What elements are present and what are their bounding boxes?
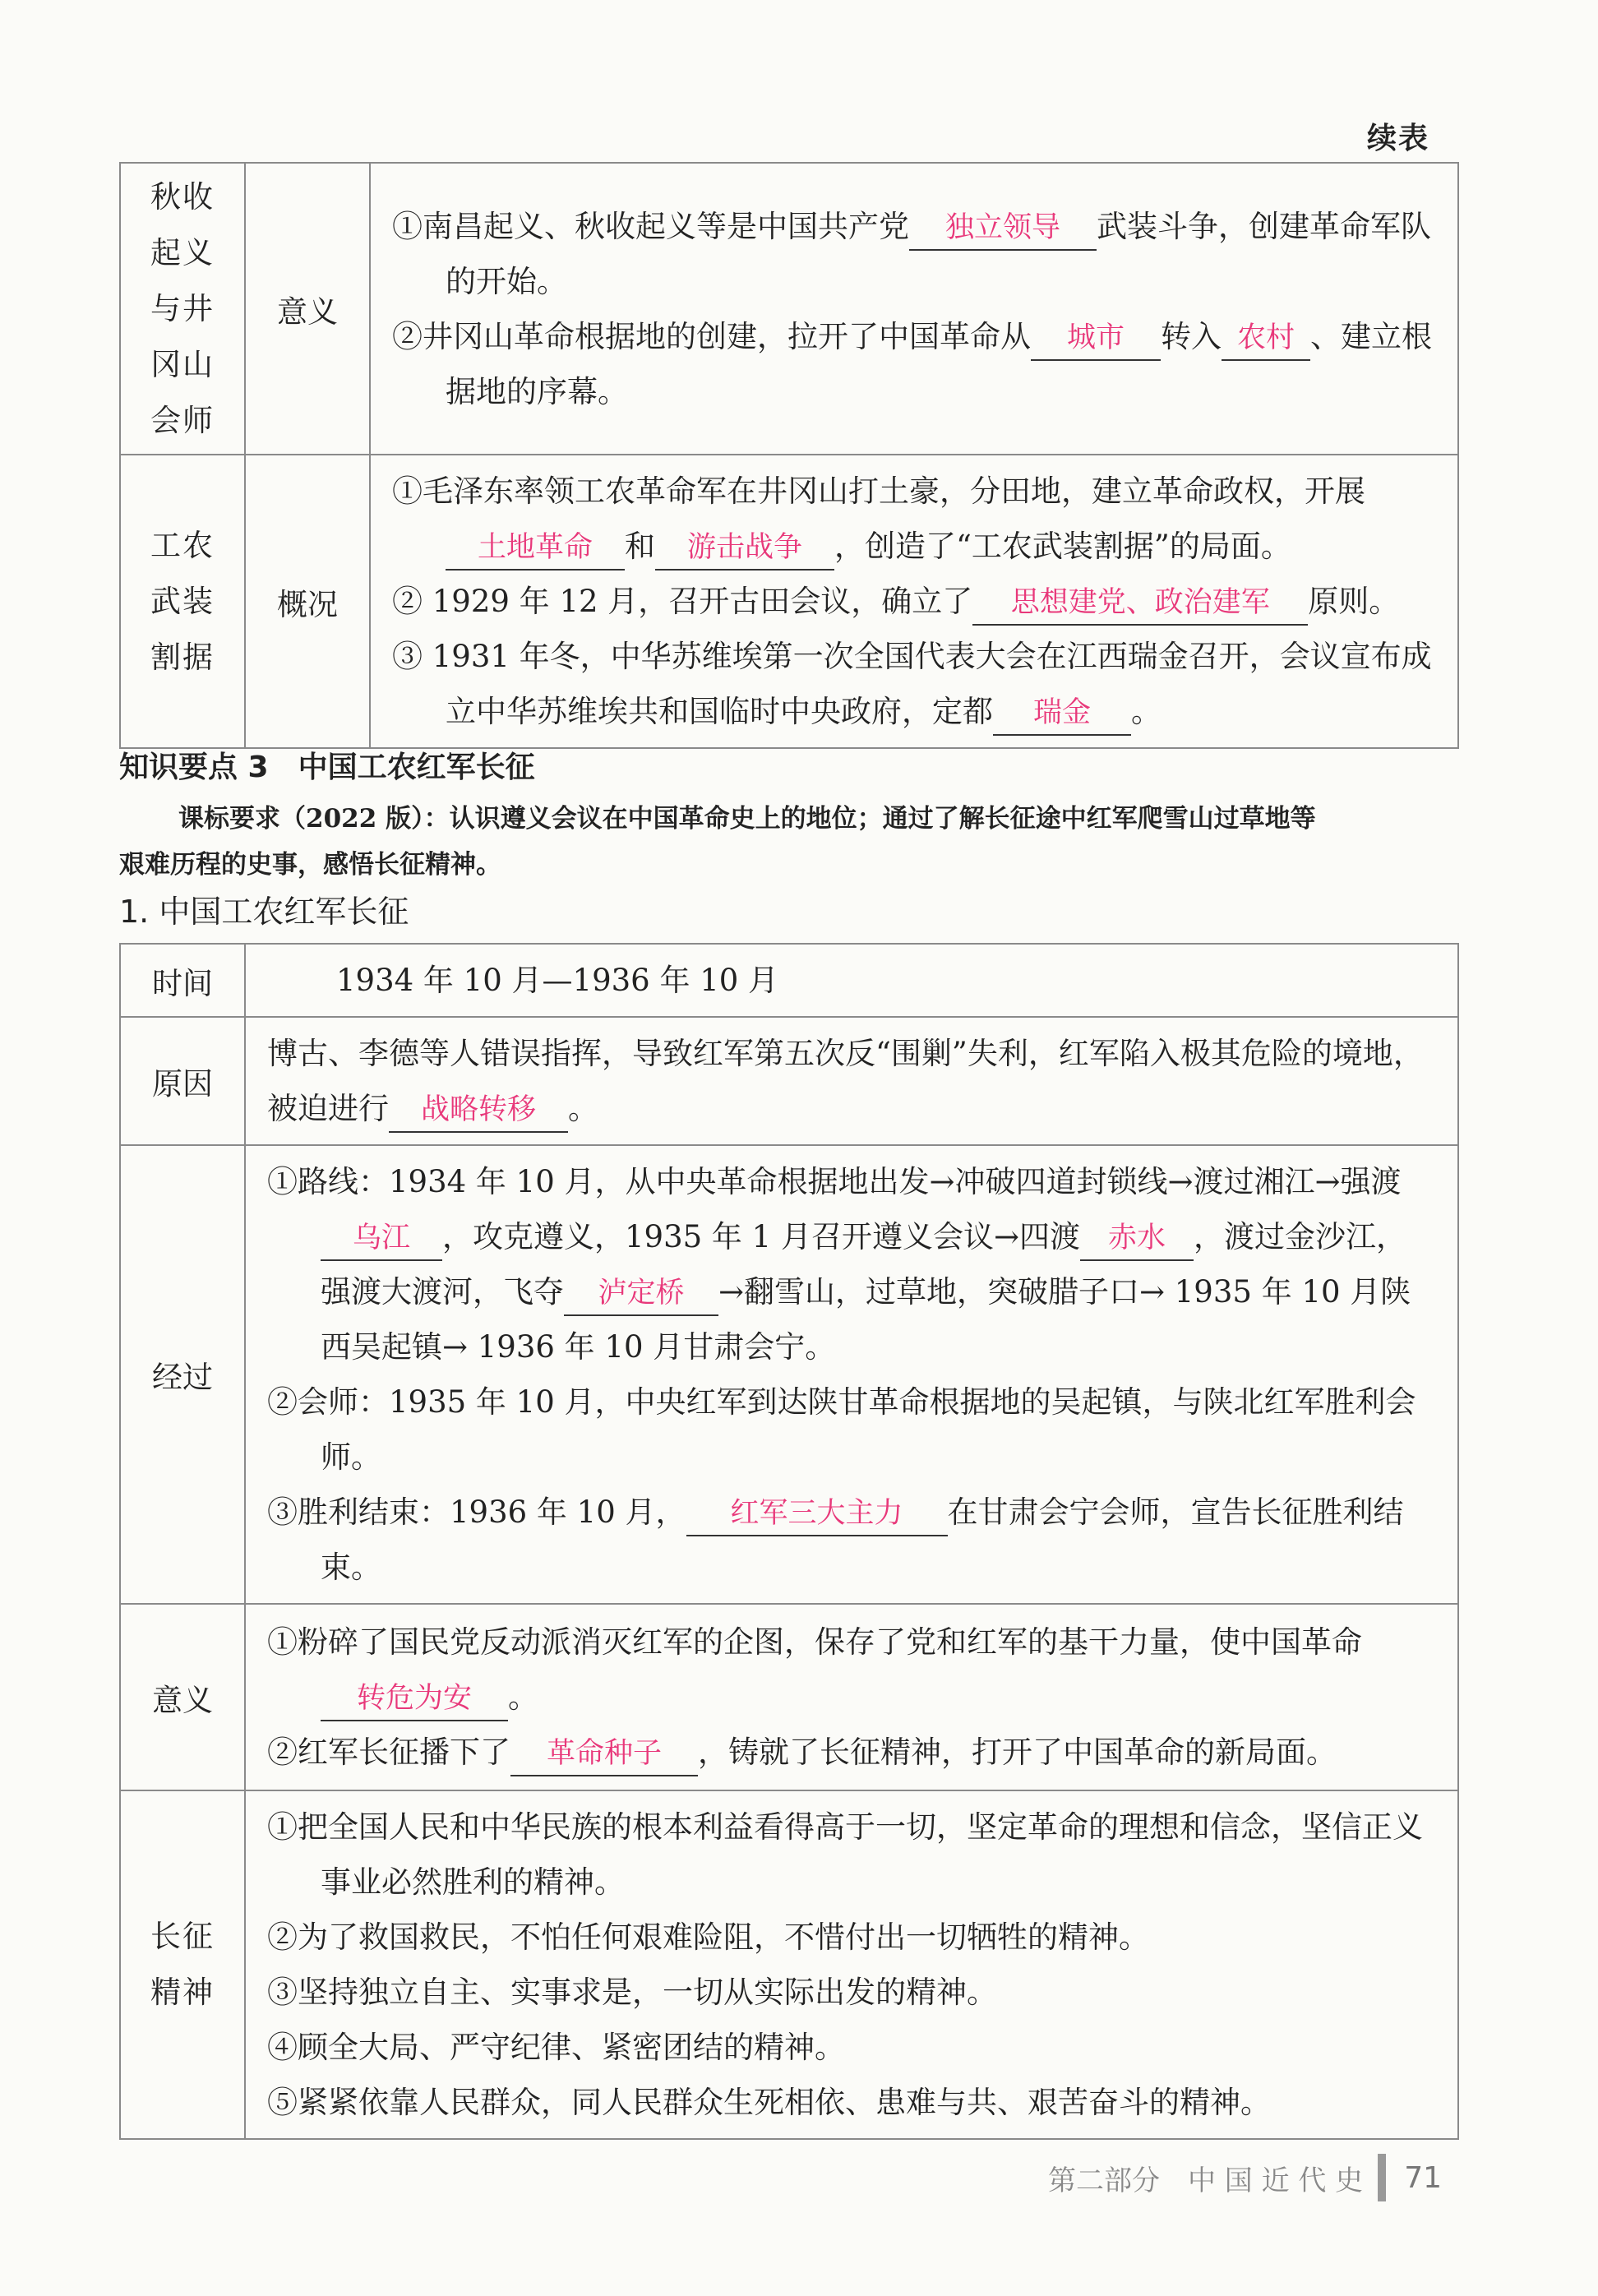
significance-content xyxy=(370,163,1458,455)
table-row xyxy=(120,1145,1458,1604)
list-item: ①毛泽东率领工农革命军在井冈山打土豪，分田地，建立革命政权，开展土地革命 和 游击战争 ，创造了“工农武装割据”的局面。 xyxy=(392,464,1436,574)
table-row xyxy=(120,1017,1458,1145)
answer-blank: 泸定桥 xyxy=(564,1272,718,1316)
row-label-process: 经过 xyxy=(120,1145,245,1604)
answer-blank: 赤水 xyxy=(1080,1217,1194,1261)
list-item: ②为了救国救民，不怕任何艰难险阻，不惜付出一切牺牲的精神。 xyxy=(267,1919,1149,1955)
table-row xyxy=(120,1604,1458,1790)
list-item: ①粉碎了国民党反动派消灭红军的企图，保存了党和红军的基干力量，使中国革命转危为安 。 xyxy=(267,1615,1436,1725)
answer-blank: 转危为安 xyxy=(321,1677,508,1721)
footer-section-title: 第二部分 中 国 近 代 史 xyxy=(1047,2164,1364,2197)
page-number: 71 xyxy=(1404,2160,1442,2195)
category-label: 概况 xyxy=(245,455,370,748)
table-row xyxy=(120,1790,1458,2139)
history-table-long-march xyxy=(119,943,1459,2140)
table-row xyxy=(120,163,1458,455)
overview-content xyxy=(370,455,1458,748)
answer-blank: 战略转移 xyxy=(389,1088,568,1133)
answer-blank: 乌江 xyxy=(321,1217,442,1261)
list-item: ⑤紧紧依靠人民群众，同人民群众生死相依、患难与共、艰苦奋斗的精神。 xyxy=(267,2085,1271,2120)
row-label-time: 时间 xyxy=(120,944,245,1017)
footer-divider xyxy=(1378,2154,1386,2201)
list-item: ② 1929 年 12 月，召开古田会议，确立了 思想建党、政治建军 原则。 xyxy=(392,574,1436,629)
category-label: 意义 xyxy=(245,163,370,455)
answer-blank: 红军三大主力 xyxy=(686,1492,948,1536)
table-row xyxy=(120,455,1458,748)
answer-blank: 独立领导 xyxy=(909,206,1097,251)
answer-blank: 土地革命 xyxy=(446,526,625,571)
list-item: ①把全国人民和中华民族的根本利益看得高于一切，坚定革命的理想和信念，坚信正义事业必然胜利的精神。 xyxy=(267,1809,1423,1900)
list-item: ①南昌起义、秋收起义等是中国共产党 独立领导 武装斗争，创建革命军队的开始。 xyxy=(392,199,1436,309)
row-label-spirit: 长征 精神 xyxy=(120,1790,245,2139)
answer-blank: 城市 xyxy=(1031,316,1161,361)
list-item: ②红军长征播下了 革命种子 ，铸就了长征精神，打开了中国革命的新局面。 xyxy=(267,1725,1436,1780)
row-label-significance: 意义 xyxy=(120,1604,245,1790)
list-item: ③坚持独立自主、实事求是，一切从实际出发的精神。 xyxy=(267,1975,997,2010)
answer-blank: 农村 xyxy=(1222,316,1310,361)
list-item: ②井冈山革命根据地的创建，拉开了中国革命从 城市 转入 农村 、建立根据地的序幕。 xyxy=(392,309,1436,419)
table-row xyxy=(120,944,1458,1017)
answer-blank: 游击战争 xyxy=(655,526,834,571)
topic-label-armed-separatism: 工农 武装 割据 xyxy=(120,455,245,748)
significance-content xyxy=(245,1604,1458,1790)
answer-blank: 瑞金 xyxy=(993,691,1131,736)
list-item: ②会师：1935 年 10 月，中央红军到达陕甘革命根据地的吴起镇，与陕北红军胜利会师。 xyxy=(267,1384,1416,1475)
list-item: ④顾全大局、严守纪律、紧密团结的精神。 xyxy=(267,2030,845,2065)
topic-label-autumn-harvest: 秋收 起义 与井 冈山 会师 xyxy=(120,163,245,455)
spirit-content xyxy=(245,1790,1458,2139)
continued-label: 续表 xyxy=(1366,121,1429,155)
knowledge-point-heading: 知识要点 3 中国工农红军长征 xyxy=(119,751,535,784)
curriculum-requirement: 课标要求（2022 版）：认识遵义会议在中国革命史上的地位；通过了解长征途中红军爬雪山过草地等 艰难历程的史事，感悟长征精神。 xyxy=(119,804,1316,880)
answer-blank: 革命种子 xyxy=(510,1732,698,1776)
list-item: ③ 1931 年冬，中华苏维埃第一次全国代表大会在江西瑞金召开，会议宣布成立中华苏维埃共和国临时中央政府，定都 瑞金 。 xyxy=(392,629,1436,739)
process-content xyxy=(245,1145,1458,1604)
answer-blank: 思想建党、政治建军 xyxy=(972,581,1308,626)
list-item: ①路线：1934 年 10 月，从中央革命根据地出发→冲破四道封锁线→渡过湘江→强渡乌江 ，攻克遵义，1935 年 1 月召开遵义会议→四渡 赤水 ，渡过金沙江，强渡大渡河，飞夺 泸定桥 →翻雪山，过草地，突破腊子口→ 1935 年 10 月陕西吴起镇→ 1936 年 10 月甘肃会宁。 xyxy=(267,1164,1411,1365)
subheading: 1. 中国工农红军长征 xyxy=(119,894,409,930)
cause-content: 博古、李德等人错误指挥，导致红军第五次反“围剿”失利，红军陷入极其危险的境地，被迫进行 战略转移 。 xyxy=(245,1017,1458,1145)
time-value: 1934 年 10 月—1936 年 10 月 xyxy=(245,944,1458,1017)
row-label-cause: 原因 xyxy=(120,1017,245,1145)
list-item: ③胜利结束：1936 年 10 月， 红军三大主力 在甘肃会宁会师，宣告长征胜利结束。 xyxy=(267,1485,1436,1595)
page-footer xyxy=(1048,2154,1442,2201)
history-table-1 xyxy=(119,162,1459,749)
